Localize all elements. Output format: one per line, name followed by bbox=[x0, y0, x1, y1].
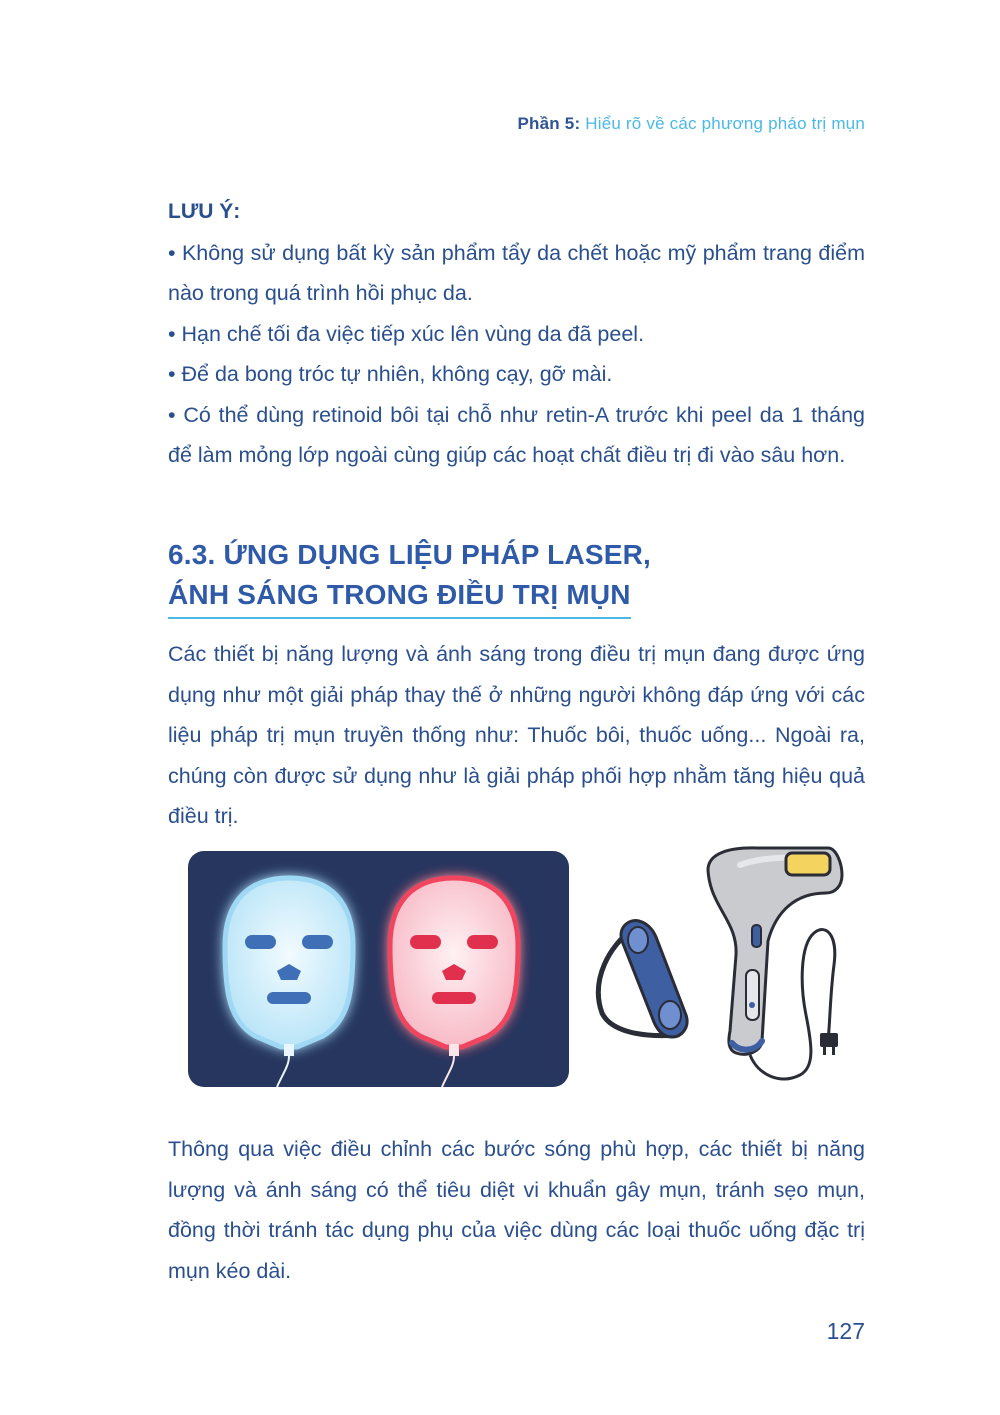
laser-devices-illustration bbox=[590, 845, 870, 1090]
note-item: • Để da bong tróc tự nhiên, không cạy, gỡ mài. bbox=[168, 362, 613, 386]
section-heading bbox=[168, 535, 651, 619]
section-heading-line2: ÁNH SÁNG TRONG ĐIỀU TRỊ MỤN bbox=[168, 575, 631, 619]
page-number: 127 bbox=[826, 1318, 865, 1344]
body-paragraph: Các thiết bị năng lượng và ánh sáng trong điều trị mụn đang được ứng dụng như một giải pháp thay thế ở những người không đáp ứng với các liệu pháp trị mụn truyền thống như: Thuốc bôi, thuốc uống... Ngoài ra, chúng còn được sử dụng như là giải pháp phối hợp nhằm tăng hiệu quả điều trị. bbox=[168, 642, 865, 828]
blue-led-mask-icon bbox=[225, 878, 353, 1087]
note-title: LƯU Ý: bbox=[168, 200, 241, 223]
note-item: • Có thể dùng retinoid bôi tại chỗ như retin-A trước khi peel da 1 tháng để làm mỏng lớp ngoài cùng giúp các hoạt chất điều trị đi vào sâu hơn. bbox=[168, 402, 865, 467]
note-box bbox=[168, 192, 865, 476]
led-masks-svg bbox=[188, 851, 569, 1087]
red-led-mask-icon bbox=[390, 878, 518, 1087]
body-paragraph: Thông qua việc điều chỉnh các bước sóng phù hợp, các thiết bị năng lượng và ánh sáng có thể tiêu diệt vi khuẩn gây mụn, tránh sẹo mụn, đồng thời tránh tác dụng phụ của việc dùng các loại thuốc uống đặc trị mụn kéo dài. bbox=[168, 1137, 865, 1283]
led-mask-illustration bbox=[188, 851, 569, 1087]
roller-device-icon bbox=[598, 921, 687, 1037]
section-heading-line1: 6.3. ỨNG DỤNG LIỆU PHÁP LASER, bbox=[168, 539, 652, 570]
ipl-handset-icon bbox=[708, 848, 842, 1079]
part-subtitle: Hiểu rõ về các phương pháo trị mụn bbox=[585, 114, 865, 133]
note-item: • Hạn chế tối đa việc tiếp xúc lên vùng da đã peel. bbox=[168, 321, 645, 346]
running-header bbox=[518, 114, 866, 134]
note-item: • Không sử dụng bất kỳ sản phẩm tẩy da chết hoặc mỹ phẩm trang điểm nào trong quá trình hồi phục da. bbox=[168, 240, 865, 305]
laser-devices-svg bbox=[590, 845, 870, 1090]
part-label: Phần 5: bbox=[517, 114, 581, 133]
